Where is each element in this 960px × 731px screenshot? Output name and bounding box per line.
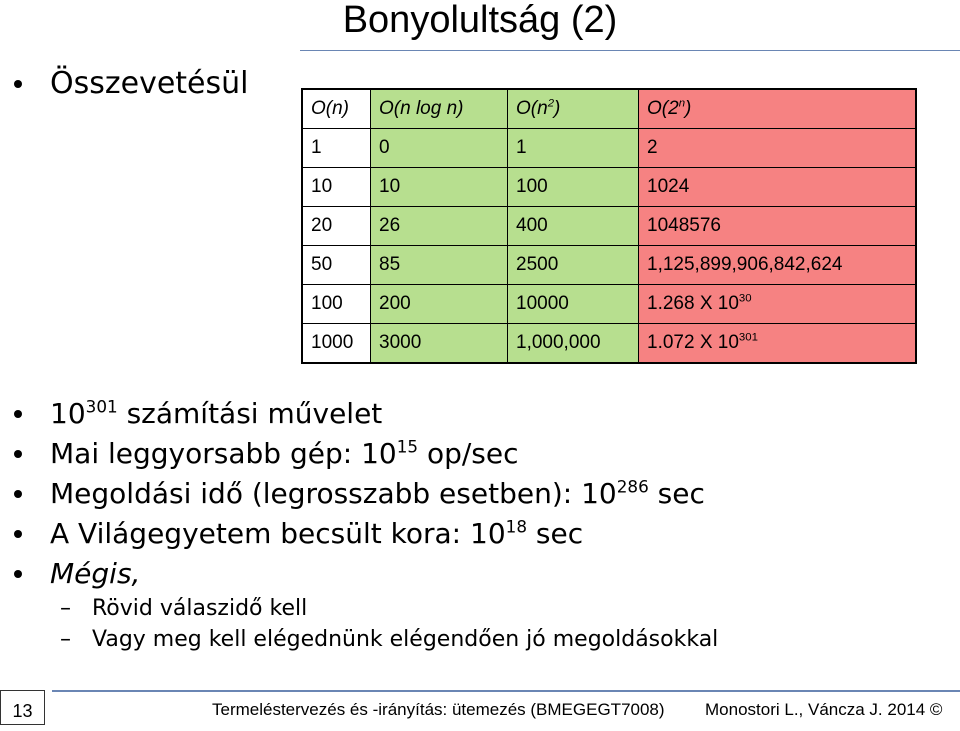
table-cell: 20 xyxy=(302,207,371,246)
table-cell: 1.072 X $10^{301}$ xyxy=(639,324,917,364)
bullet-icon xyxy=(14,410,22,418)
bullet-point: Mai leggyorsabb gép: $10^{15}$ op/sec xyxy=(50,436,519,470)
table-header-row xyxy=(302,89,916,129)
table-cell: 1000 xyxy=(302,324,371,364)
slide-title: Bonyolultság (2) xyxy=(342,0,618,41)
bullet-icon xyxy=(14,80,22,88)
table-cell: 1048576 xyxy=(639,207,917,246)
table-row xyxy=(302,168,916,207)
header-cell: O(2$^n$) xyxy=(639,89,917,129)
table-cell: 1 xyxy=(302,129,371,168)
bullet-point: Mégis, xyxy=(50,557,141,590)
footer-course: Termeléstervezés és -irányítás: ütemezés (BMEGEGT7008) xyxy=(212,700,665,719)
table-cell: 400 xyxy=(508,207,639,246)
table-cell: 2 xyxy=(639,129,917,168)
bullet-point: Megoldási idő (legrosszabb esetben): $10^{286}$ sec xyxy=(50,476,705,510)
table-cell: 10 xyxy=(302,168,371,207)
table-cell: 50 xyxy=(302,246,371,285)
table-cell: 26 xyxy=(371,207,508,246)
bullet-icon xyxy=(14,530,22,538)
header-cell: O(n) xyxy=(302,89,371,129)
table-cell: 2500 xyxy=(508,246,639,285)
table-cell: 1,125,899,906,842,624 xyxy=(639,246,917,285)
complexity-table xyxy=(301,88,917,364)
table-row xyxy=(302,246,916,285)
dash-icon: – xyxy=(60,596,71,621)
sub-point: – Rövid válaszidő kell xyxy=(60,594,307,624)
page-number: 13 xyxy=(0,690,45,725)
header-cell: O(n log n) xyxy=(371,89,508,129)
footer-authors: Monostori L., Váncza J. 2014 © xyxy=(705,700,943,719)
table-row xyxy=(302,207,916,246)
table-row xyxy=(302,129,916,168)
dash-icon: – xyxy=(60,627,71,652)
table-cell: 1,000,000 xyxy=(508,324,639,364)
header-cell: $O(n^2)$ xyxy=(508,89,639,129)
bullet-list xyxy=(50,394,705,594)
table-cell: 85 xyxy=(371,246,508,285)
table-cell: 3000 xyxy=(371,324,508,364)
intro-text: Összevetésül xyxy=(50,66,249,101)
bullet-icon xyxy=(14,570,22,578)
table-cell: 200 xyxy=(371,285,508,324)
footer-rule xyxy=(52,690,960,692)
bullet-point: $10^{301}$ számítási művelet xyxy=(50,396,383,430)
title-rule xyxy=(300,50,960,51)
bullet-point: A Világegyetem becsült kora: $10^{18}$ sec xyxy=(50,516,584,550)
table-cell: 1 xyxy=(508,129,639,168)
table-cell: 10000 xyxy=(508,285,639,324)
table-cell: 100 xyxy=(302,285,371,324)
table-cell: 1.268 X $10^{30}$ xyxy=(639,285,917,324)
table-cell: 100 xyxy=(508,168,639,207)
table-cell: 1024 xyxy=(639,168,917,207)
bullet-icon xyxy=(14,450,22,458)
table-row xyxy=(302,285,916,324)
bullet-icon xyxy=(14,490,22,498)
sub-point: – Vagy meg kell elégednünk elégendően jó megoldásokkal xyxy=(60,625,718,655)
table-cell: 0 xyxy=(371,129,508,168)
table-row xyxy=(302,324,916,364)
table-cell: 10 xyxy=(371,168,508,207)
